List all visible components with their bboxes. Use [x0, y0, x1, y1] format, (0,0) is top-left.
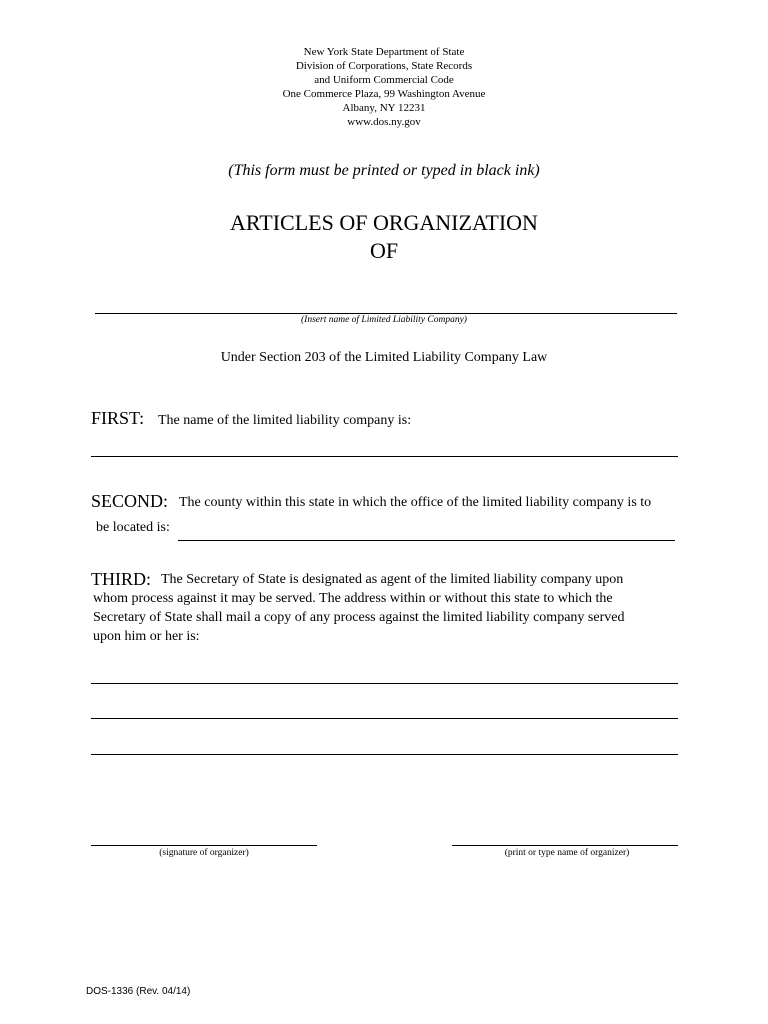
header-line-address: One Commerce Plaza, 99 Washington Avenue: [282, 88, 486, 100]
header-line-city: Albany, NY 12231: [342, 102, 426, 114]
county-input[interactable]: [180, 521, 672, 539]
process-address-input-3[interactable]: [92, 735, 676, 753]
third-label: THIRD:: [91, 569, 151, 589]
header-line-division: Division of Corporations, State Records: [295, 60, 473, 72]
first-text: The name of the limited liability company is:: [158, 413, 412, 428]
company-name-caption: (Insert name of Limited Liability Company): [301, 315, 467, 325]
organizer-signature-input[interactable]: [92, 826, 314, 844]
header-line-agency: New York State Department of State: [303, 46, 465, 58]
llc-name-line: [91, 456, 678, 457]
third-text-line3: Secretary of State shall mail a copy of any process against the limited liability company served: [93, 610, 625, 625]
signature-caption: (signature of organizer): [159, 848, 249, 858]
ink-instruction: (This form must be printed or typed in black ink): [228, 162, 540, 179]
first-label: FIRST:: [91, 408, 145, 428]
process-address-line-3: [91, 754, 678, 755]
process-address-line-1: [91, 683, 678, 684]
statute-reference: Under Section 203 of the Limited Liability Company Law: [220, 350, 548, 365]
third-text-line4: upon him or her is:: [93, 629, 200, 644]
company-name-input[interactable]: [96, 294, 676, 312]
third-text-line1: The Secretary of State is designated as agent of the limited liability company upon: [161, 572, 624, 587]
form-number: DOS-1336 (Rev. 04/14): [86, 986, 191, 997]
company-name-line: [95, 313, 677, 314]
second-label: SECOND:: [91, 491, 169, 511]
second-text-cont: be located is:: [96, 520, 170, 535]
header-line-division-cont: and Uniform Commercial Code: [314, 74, 454, 86]
organizer-name-caption: (print or type name of organizer): [504, 848, 630, 858]
signature-line: [91, 845, 317, 846]
header-line-website: www.dos.ny.gov: [347, 116, 421, 128]
county-line: [178, 540, 675, 541]
form-title: ARTICLES OF ORGANIZATION: [230, 210, 538, 235]
process-address-input-1[interactable]: [92, 664, 676, 682]
form-title-of: OF: [369, 238, 399, 263]
third-text-line2: whom process against it may be served. The address within or without this state to which the: [93, 591, 613, 606]
process-address-line-2: [91, 718, 678, 719]
process-address-input-2[interactable]: [92, 699, 676, 717]
llc-name-input[interactable]: [92, 437, 676, 455]
organizer-name-line: [452, 845, 678, 846]
organizer-name-input[interactable]: [453, 826, 676, 844]
second-text: The county within this state in which the office of the limited liability company is to: [179, 495, 652, 510]
